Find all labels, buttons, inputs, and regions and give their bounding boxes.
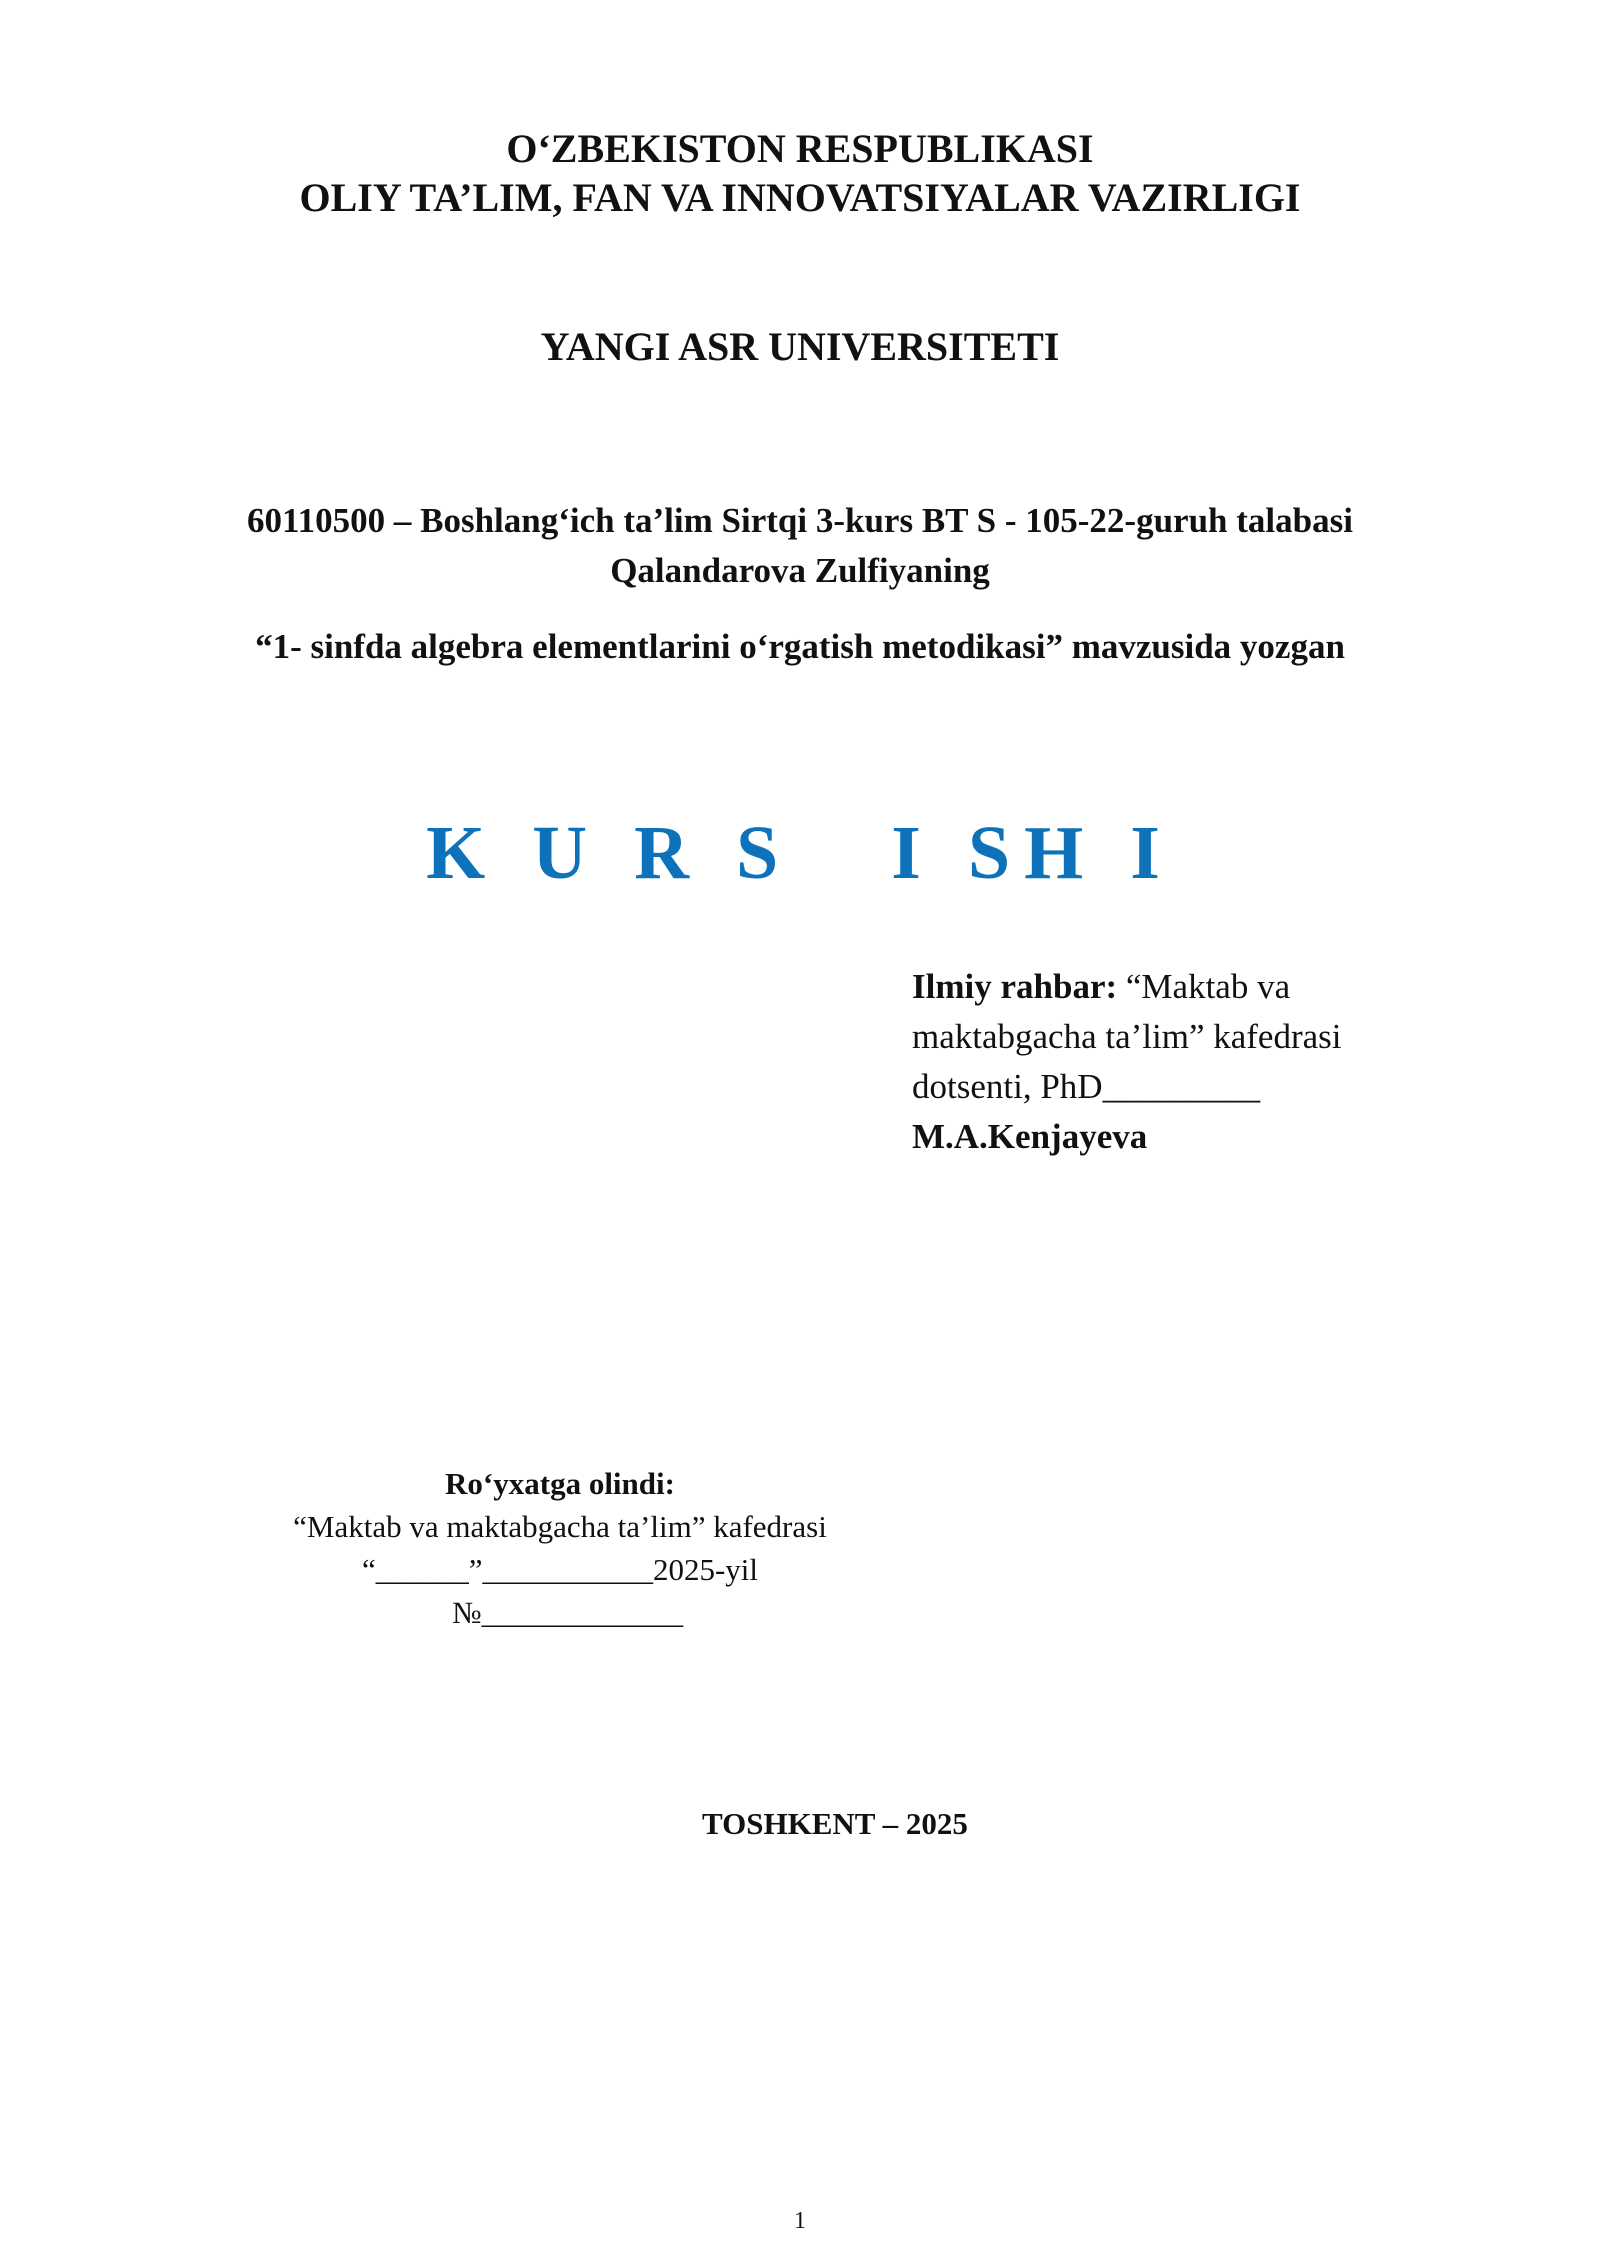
supervisor-name: M.A.Kenjayeva (912, 1117, 1148, 1156)
supervisor-line-2: maktabgacha ta’lim” kafedrasi (912, 1017, 1342, 1056)
supervisor-block (912, 962, 1412, 1162)
supervisor-label: Ilmiy rahbar: (912, 967, 1118, 1006)
city-year: TOSHKENT – 2025 (702, 1806, 968, 1841)
registration-number: №_____________ (452, 1595, 684, 1630)
student-info: 60110500 – Boshlang‘ich ta’lim Sirtqi 3-kurs BT S - 105-22-guruh talabasi (247, 501, 1353, 540)
republic-heading: O‘ZBEKISTON RESPUBLIKASI (506, 126, 1094, 171)
supervisor-line-1 (912, 962, 1412, 1012)
university-heading: YANGI ASR UNIVERSITETI (540, 324, 1060, 369)
registration-heading: Ro‘yxatga olindi: (445, 1466, 675, 1501)
registration-date: “______”___________2025-yil (361, 1552, 759, 1587)
supervisor-department-start: “Maktab va (1117, 967, 1291, 1006)
page-number: 1 (794, 2208, 806, 2234)
supervisor-line-3: dotsenti, PhD_________ (912, 1067, 1261, 1106)
document-title: K U R S I SH I (426, 811, 1174, 895)
registration-department: “Maktab va maktabgacha ta’lim” kafedrasi (293, 1509, 827, 1544)
ministry-heading: OLIY TA’LIM, FAN VA INNOVATSIYALAR VAZIRLIGI (299, 175, 1301, 220)
student-name: Qalandarova Zulfiyaning (610, 551, 990, 590)
course-work-topic: “1- sinfda algebra elementlarini o‘rgatish metodikasi” mavzusida yozgan (255, 627, 1345, 666)
registration-block (260, 1462, 860, 1634)
